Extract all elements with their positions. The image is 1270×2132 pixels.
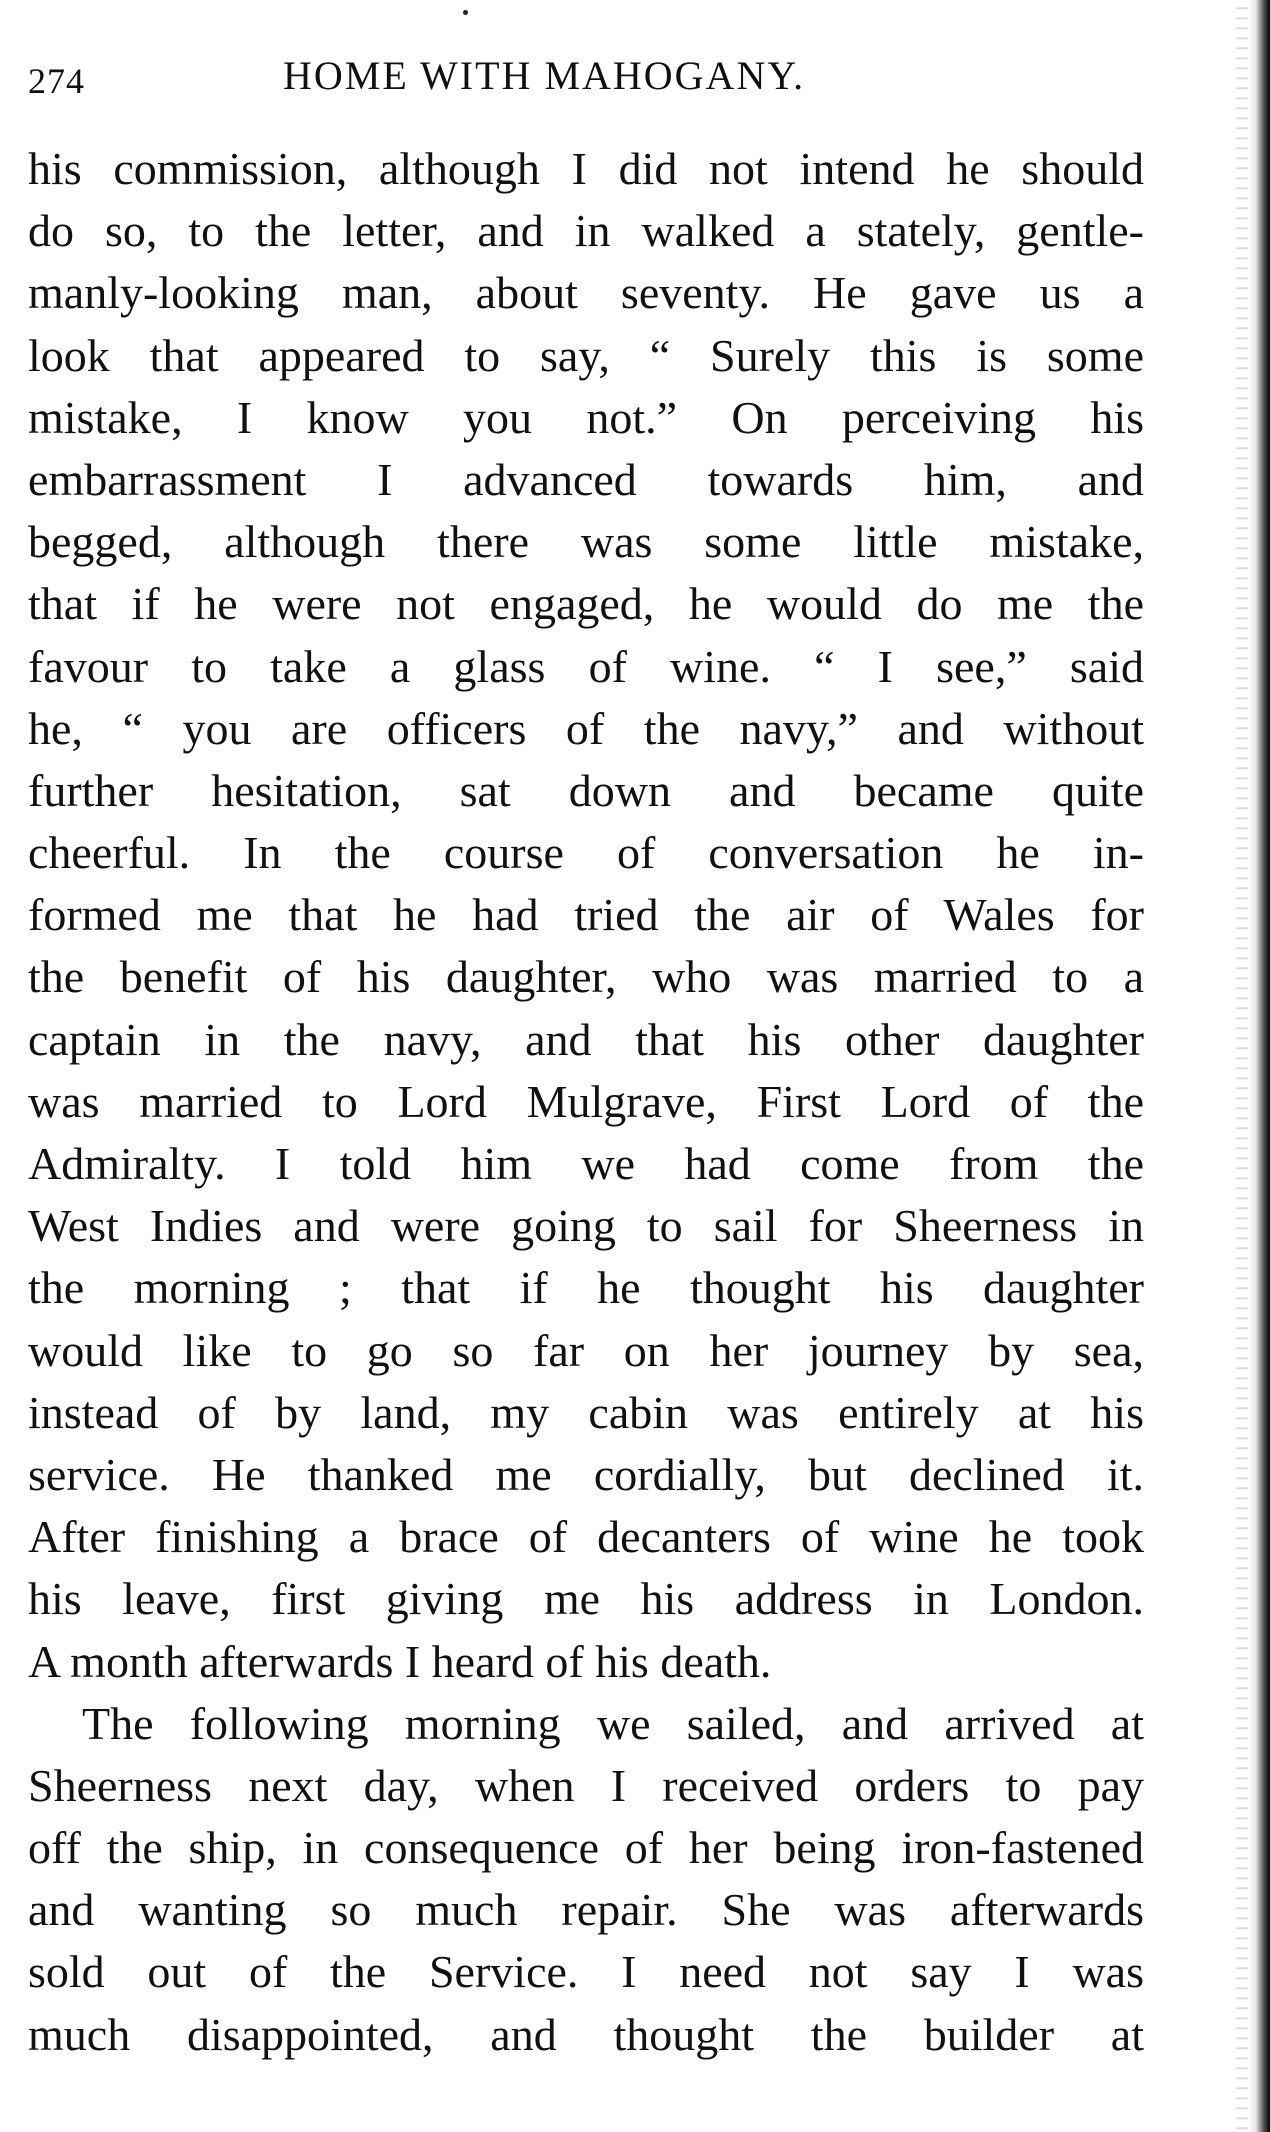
text-line: begged, although there was some little mistake,: [28, 516, 1144, 568]
text-line: service. He thanked me cordially, but declined it.: [28, 1448, 1144, 1500]
page-header: [28, 52, 1148, 106]
text-line: West Indies and were going to sail for Sheerness in: [28, 1200, 1144, 1252]
text-line: his leave, first giving me his address in London.: [28, 1573, 1144, 1625]
text-line: do so, to the letter, and in walked a stately, gentle-: [28, 205, 1144, 257]
text-line: he, “ you are officers of the navy,” and without: [28, 702, 1144, 754]
text-line: Sheerness next day, when I received orders to pay: [28, 1759, 1144, 1811]
text-line: would like to go so far on her journey by sea,: [28, 1324, 1144, 1376]
text-line: look that appeared to say, “ Surely this is some: [28, 329, 1144, 381]
text-line: After finishing a brace of decanters of wine he took: [28, 1511, 1144, 1563]
text-line: off the ship, in consequence of her being iron-fastened: [28, 1822, 1144, 1874]
text-line: further hesitation, sat down and became quite: [28, 764, 1144, 816]
text-line: was married to Lord Mulgrave, First Lord of the: [28, 1075, 1144, 1127]
body-text: [28, 138, 1144, 2066]
ink-speck: [463, 10, 468, 15]
text-line: mistake, I know you not.” On perceiving his: [28, 391, 1144, 443]
text-line: manly-looking man, about seventy. He gave us a: [28, 267, 1144, 319]
text-line: cheerful. In the course of conversation he in-: [28, 827, 1144, 879]
text-line: embarrassment I advanced towards him, and: [28, 453, 1144, 505]
text-line: formed me that he had tried the air of Wales for: [28, 889, 1144, 941]
paragraph-start-line: The following morning we sailed, and arrived at: [82, 1697, 1144, 1749]
text-line: sold out of the Service. I need not say I was: [28, 1946, 1144, 1998]
paragraph-end-line: A month afterwards I heard of his death.: [28, 1635, 772, 1687]
text-line: captain in the navy, and that his other daughter: [28, 1013, 1144, 1065]
text-line: favour to take a glass of wine. “ I see,” said: [28, 640, 1144, 692]
text-line: that if he were not engaged, he would do me the: [28, 578, 1144, 630]
text-line: and wanting so much repair. She was afterwards: [28, 1884, 1144, 1936]
running-head: HOME WITH MAHOGANY.: [283, 53, 806, 98]
scan-gutter-shadow: [1248, 0, 1270, 2132]
text-line: much disappointed, and thought the builder at: [28, 2008, 1144, 2060]
text-line: the morning ; that if he thought his daughter: [28, 1262, 1144, 1314]
text-line: the benefit of his daughter, who was married to a: [28, 951, 1144, 1003]
text-line: Admiralty. I told him we had come from the: [28, 1138, 1144, 1189]
page-number: 274: [28, 61, 85, 101]
text-line: his commission, although I did not intend he should: [28, 143, 1144, 194]
text-line: instead of by land, my cabin was entirely at his: [28, 1386, 1144, 1438]
